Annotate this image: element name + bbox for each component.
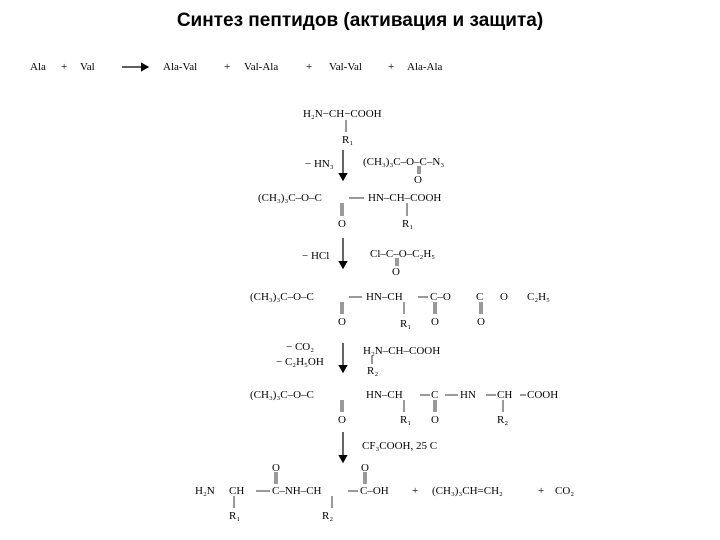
carbon-dioxide-formula: CO₂ [555,485,575,497]
oxygen-atom: O [414,174,422,186]
page-title: Синтез пептидов (активация и защита) [176,10,544,31]
carbon-atom: CH [497,389,513,401]
plus-sign: + [224,61,231,73]
byproduct-label: − HN₃ [305,158,334,170]
radical-r1: R₁ [342,134,354,146]
radical-r1: R₁ [400,318,412,330]
radical-r2: R₂ [367,365,379,377]
radical-r2: R₂ [322,510,334,522]
oxygen-atom: O [477,316,485,328]
plus-sign: + [306,61,313,73]
plus-sign: + [412,485,419,497]
carbon-atom: C [476,291,484,303]
ethyl-group: C₂H₅ [527,291,550,303]
plus-sign: + [388,61,395,73]
peptide-bond-fragment: C–NH–CH [272,485,322,497]
radical-r1: R₁ [400,414,412,426]
carboxyl-group: COOH [527,389,559,401]
amino-acid-val: Val [80,61,95,73]
oxygen-atom: O [392,266,400,278]
carbonyl-fragment: C–O [430,291,451,303]
oxygen-atom: O [500,291,508,303]
product-ala-ala: Ala-Ala [407,61,443,73]
amino-acid-ala: Ala [30,61,46,73]
amino-acid-formula: H₂N−CH−COOH [303,108,382,120]
amino-acid-fragment: HN–CH [366,291,403,303]
reagent-formula: H₂N–CH–COOH [363,345,441,357]
protected-group: (CH₃)₃C–O–C [258,192,322,204]
carboxyl-group: C–OH [360,485,389,497]
oxygen-atom: O [338,316,346,328]
byproduct-label: − C₂H₅OH [276,356,324,368]
plus-sign: + [61,61,68,73]
carbon-atom: C [431,389,439,401]
product-val-ala: Val-Ala [244,61,279,73]
amine-group: HN [460,389,476,401]
oxygen-atom: O [431,414,439,426]
plus-sign: + [538,485,545,497]
oxygen-atom: O [361,462,369,474]
protected-group: (CH₃)₃C–O–C [250,291,314,303]
radical-r2: R₂ [497,414,509,426]
radical-r1: R₁ [229,510,241,522]
byproduct-label: − HCl [302,250,330,262]
product-val-val: Val-Val [329,61,362,73]
oxygen-atom: O [431,316,439,328]
radical-r1: R₁ [402,218,414,230]
protected-group: (CH₃)₃C–O–C [250,389,314,401]
reagent-formula: (CH₃)₃C–O–C–N₃ [363,156,445,168]
reaction-conditions: CF₃COOH, 25 C [362,440,438,452]
amino-acid-fragment: HN–CH–COOH [368,192,442,204]
oxygen-atom: O [272,462,280,474]
oxygen-atom: O [338,414,346,426]
amine-group: H₂N [195,485,215,497]
carbon-atom: CH [229,485,245,497]
product-ala-val: Ala-Val [163,61,198,73]
oxygen-atom: O [338,218,346,230]
amino-acid-fragment: HN–CH [366,389,403,401]
isobutylene-formula: (CH₃)₃CH=CH₂ [432,485,503,497]
byproduct-label: − CO₂ [286,341,315,353]
reagent-formula: Cl–C–O–C₂H₅ [370,248,436,260]
